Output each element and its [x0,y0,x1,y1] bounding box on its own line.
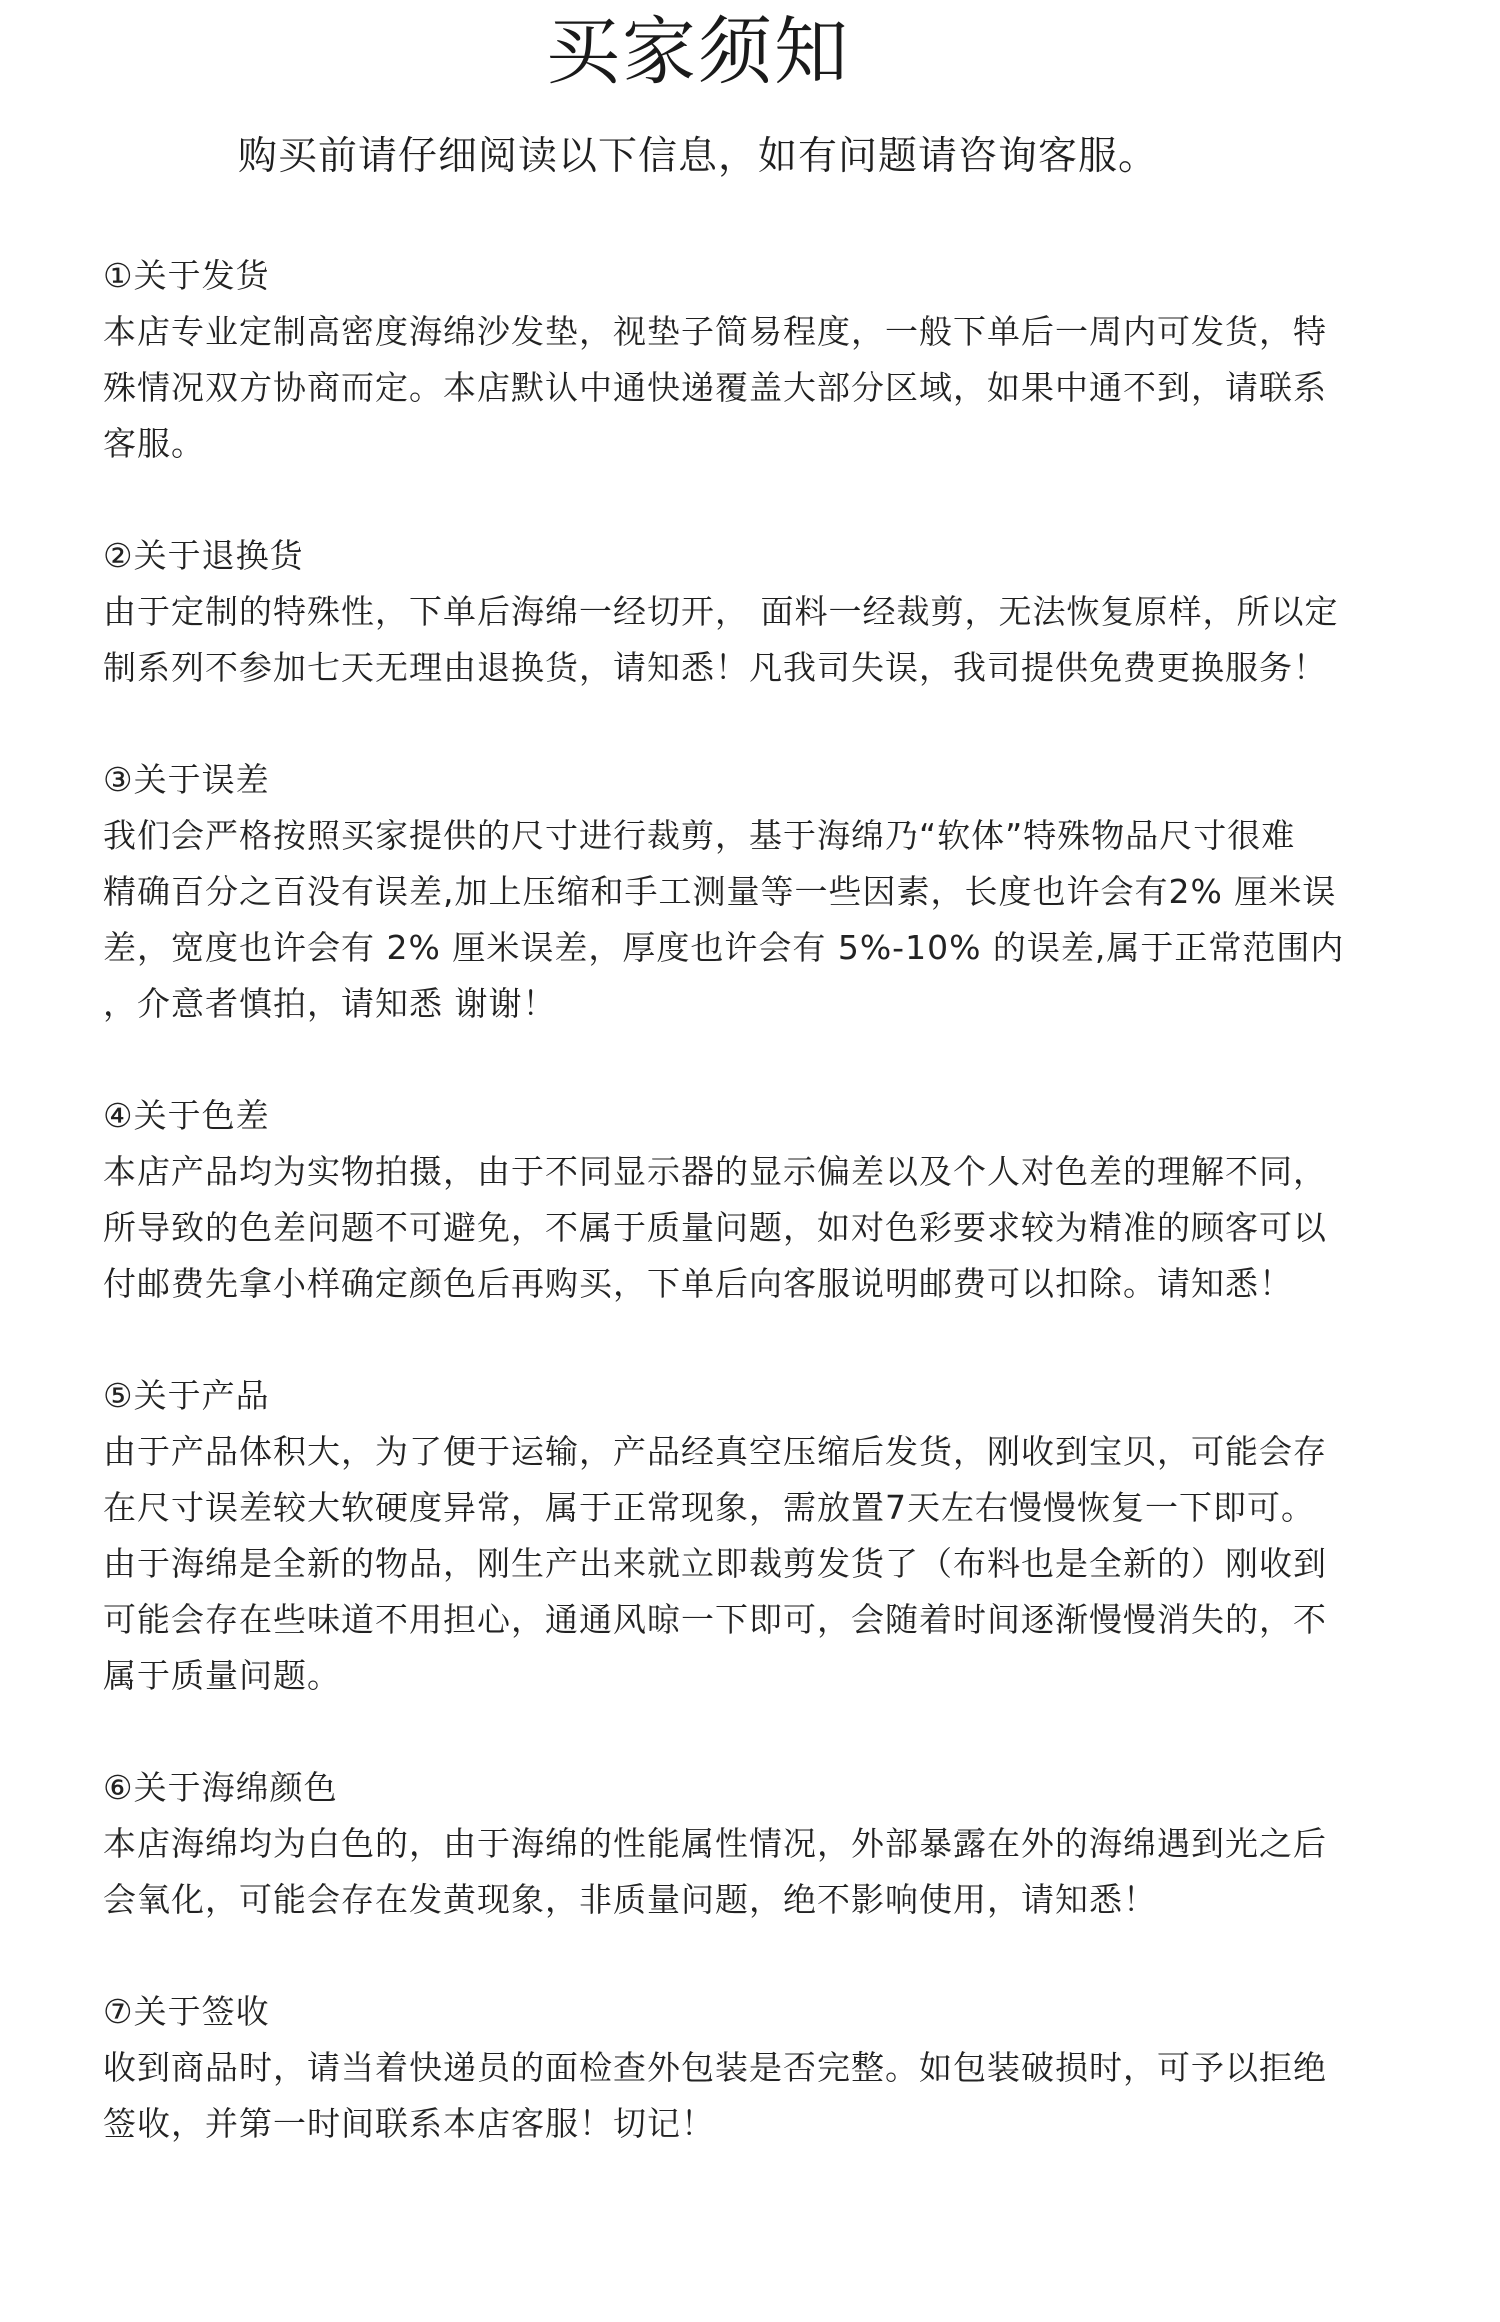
section-body [103,2040,1403,2152]
section-heading: ⑦关于签收 [103,1992,270,2031]
body-line: 本店产品均为实物拍摄，由于不同显示器的显示偏差以及个人对色差的理解不同， [103,1152,1327,1191]
section-tolerance [103,752,1403,1032]
body-line: 精确百分之百没有误差,加上压缩和手工测量等一些因素，长度也许会有2% 厘米误 [103,872,1337,911]
section-heading: ⑤关于产品 [103,1376,270,1415]
section-sponge-color [103,1760,1403,1928]
section-shipping [103,248,1403,472]
body-line: 收到商品时，请当着快递员的面检查外包装是否完整。如包装破损时，可予以拒绝 [103,2048,1327,2087]
section-returns [103,528,1403,696]
section-body [103,1816,1403,1928]
body-line: 所导致的色差问题不可避免，不属于质量问题，如对色彩要求较为精准的顾客可以 [103,1208,1327,1247]
body-line: 属于质量问题。 [103,1656,341,1695]
body-line: 殊情况双方协商而定。本店默认中通快递覆盖大部分区域，如果中通不到，请联系 [103,368,1327,407]
section-body [103,304,1403,472]
section-color-difference [103,1088,1403,1312]
section-product [103,1368,1403,1704]
body-line: 由于定制的特殊性，下单后海绵一经切开， 面料一经裁剪，无法恢复原样，所以定 [103,592,1339,631]
section-body [103,1424,1403,1704]
body-line: 在尺寸误差较大软硬度异常，属于正常现象，需放置7天左右慢慢恢复一下即可。 [103,1488,1315,1527]
body-line: 可能会存在些味道不用担心，通通风晾一下即可，会随着时间逐渐慢慢消失的，不 [103,1600,1327,1639]
section-heading: ③关于误差 [103,760,270,799]
body-line: 本店专业定制高密度海绵沙发垫，视垫子简易程度，一般下单后一周内可发货，特 [103,312,1327,351]
body-line: ，介意者慎拍，请知悉 谢谢！ [103,984,557,1023]
body-line: 由于海绵是全新的物品，刚生产出来就立即裁剪发货了（布料也是全新的）刚收到 [103,1544,1327,1583]
body-line: 差，宽度也许会有 2% 厘米误差，厚度也许会有 5%-10% 的误差,属于正常范围内 [103,928,1345,967]
section-body [103,1144,1403,1312]
body-line: 客服。 [103,424,205,463]
body-line: 由于产品体积大，为了便于运输，产品经真空压缩后发货，刚收到宝贝，可能会存 [103,1432,1327,1471]
body-line: 付邮费先拿小样确定颜色后再购买，下单后向客服说明邮费可以扣除。请知悉！ [103,1264,1293,1303]
page-subtitle: 购买前请仔细阅读以下信息，如有问题请咨询客服。 [237,134,1158,179]
page-title: 买家须知 [546,9,850,95]
notice-content [103,248,1403,2152]
section-body [103,584,1403,696]
body-line: 签收，并第一时间联系本店客服！切记！ [103,2104,715,2143]
body-line: 本店海绵均为白色的，由于海绵的性能属性情况，外部暴露在外的海绵遇到光之后 [103,1824,1327,1863]
body-line: 会氧化，可能会存在发黄现象，非质量问题，绝不影响使用，请知悉！ [103,1880,1157,1919]
section-heading: ④关于色差 [103,1096,270,1135]
section-body [103,808,1403,1032]
body-line: 制系列不参加七天无理由退换货，请知悉！凡我司失误，我司提供免费更换服务！ [103,648,1327,687]
body-line: 我们会严格按照买家提供的尺寸进行裁剪，基于海绵乃“软体”特殊物品尺寸很难 [103,816,1296,855]
section-heading: ⑥关于海绵颜色 [103,1768,338,1807]
section-heading: ①关于发货 [103,256,270,295]
section-heading: ②关于退换货 [103,536,304,575]
section-delivery-receipt [103,1984,1403,2152]
